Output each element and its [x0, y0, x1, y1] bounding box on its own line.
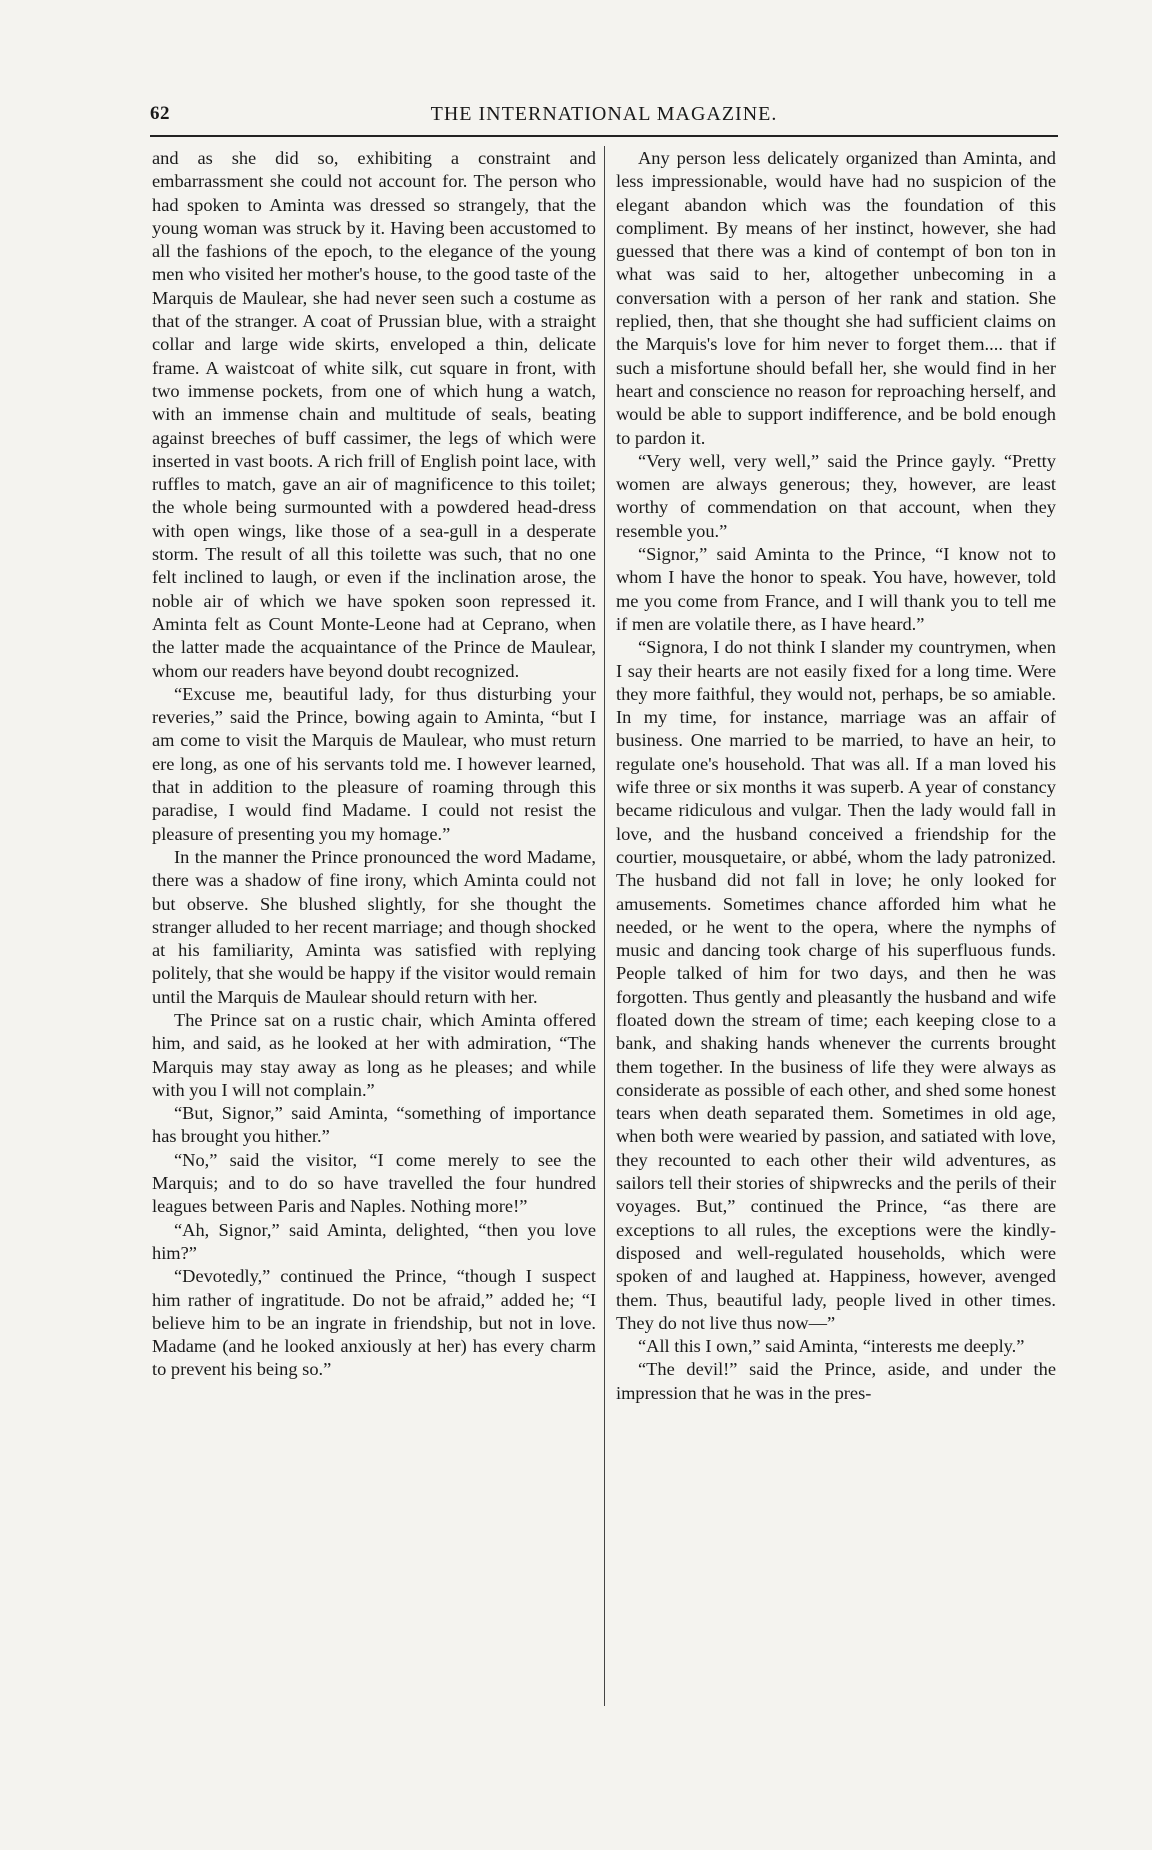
paragraph: “Signora, I do not think I slander my countrymen, when I say their hearts are not easily fixed for a long time. Were they more faithful, they would not, perhaps, be so amiable. In my time, for instance, marriage was an affair of business. One married to be married, to have an heir, to regulate one's household. That was all. If a man loved his wife three or six months it was superb. A year of constancy became ridiculous and vulgar. Then the lady would fall in love, and the husband conceived a friendship for the courtier, mousquetaire, or abbé, whom the lady patronized. The husband did not fall in love; he only looked for amusements. Sometimes chance afforded him what he needed, or he went to the opera, where the nymphs of music and dancing took charge of his superfluous funds. People talked of him for two days, and then he was forgotten. Thus gently and pleasantly the husband and wife floated down the stream of time; each keeping close to a bank, and shaking hands whenever the currents brought them together. In the business of life they were always as considerate as possible of each other, and shed some honest tears when death separated them. Sometimes in old age, when both were wearied by passion, and satiated with love, they recounted to each other their wild adventures, as sailors tell their stories of shipwrecks and the perils of their voyages. But,” continued the Prince, “as there are exceptions to all rules, the exceptions were the kindly-disposed and well-regulated households, which were spoken of and laughed at. Happiness, however, avenged them. Thus, beautiful lady, people lived in other times. They do not live thus now—” — [616, 637, 1056, 1333]
paragraph: “Very well, very well,” said the Prince gayly. “Pretty women are always generous; they, however, are least worthy of commendation on that account, when they resemble you.” — [616, 450, 1056, 541]
page-header — [150, 103, 1058, 137]
paragraph: Any person less delicately organized than Aminta, and less impressionable, would have had no suspicion of the elegant abandon which was the foundation of this compliment. By means of her instinct, however, she had guessed that there was a kind of contempt of bon ton in what was said to her, altogether unbecoming in a conversation with a person of her rank and station. She replied, then, that she thought she had sufficient claims on the Marquis's love for him never to forget them.... that if such a misfortune should befall her, she would find in her heart and conscience no reason for reproaching herself, and would be able to support indifference, and be bold enough to pardon it. — [616, 148, 1056, 448]
paragraph: “Signor,” said Aminta to the Prince, “I know not to whom I have the honor to speak. You have, however, told me you come from France, and I will thank you to tell me if men are volatile there, as I have heard.” — [616, 544, 1056, 634]
column-divider — [604, 146, 605, 1706]
page-number: 62 — [150, 103, 170, 124]
paragraph: “Excuse me, beautiful lady, for thus disturbing your reveries,” said the Prince, bowing again to Aminta, “but I am come to visit the Marquis de Maulear, who must return ere long, as one of his servants told me. I however learned, that in addition to the pleasure of roaming through this paradise, I would find Madame. I could not resist the pleasure of presenting you my homage.” — [152, 683, 596, 844]
paragraph: “All this I own,” said Aminta, “interests me deeply.” — [638, 1336, 1025, 1357]
paragraph: “No,” said the visitor, “I come merely to see the Marquis; and to do so have travelled the four hundred leagues between Paris and Naples. Nothing more!” — [152, 1149, 596, 1217]
running-title: THE INTERNATIONAL MAGAZINE. — [430, 103, 778, 125]
paragraph: and as she did so, exhibiting a constraint and embarrassment she could not account for. The person who had spoken to Aminta was dressed so strangely, that the young woman was struck by it. Having been accustomed to all the fashions of the epoch, to the elegance of the young men who visited her mother's house, to the good taste of the Marquis de Maulear, she had never seen such a costume as that of the stranger. A coat of Prussian blue, with a straight collar and large wide skirts, enveloped a thin, delicate frame. A waistcoat of white silk, cut square in front, with two immense pockets, from one of which hung a watch, with an immense chain and multitude of seals, beating against breeches of buff cassimer, the legs of which were inserted in vast boots. A rich frill of English point lace, with ruffles to match, gave an air of magnificence to this toilet; the whole being surmounted with a powdered head-dress with open wings, like those of a sea-gull in a desperate storm. The result of all this toilette was such, that no one felt inclined to laugh, or even if the inclination arose, the noble air of which we have spoken soon repressed it. Aminta felt as Count Monte-Leone had at Ceprano, when the latter made the acquaintance of the Prince de Maulear, whom our readers have beyond doubt recognized. — [152, 148, 596, 681]
paragraph: “The devil!” said the Prince, aside, and under the impression that he was in the pres- — [616, 1359, 1056, 1403]
paragraph: “Devotedly,” continued the Prince, “though I suspect him rather of ingratitude. Do not be afraid,” added he; “I believe him to be an ingrate in friendship, but not in love. Madame (and he looked anxiously at her) has every charm to prevent his being so.” — [152, 1266, 596, 1380]
paragraph: The Prince sat on a rustic chair, which Aminta offered him, and said, as he looked at her with admiration, “The Marquis may stay away as long as he pleases; and while with you I will not complain.” — [152, 1009, 596, 1100]
paragraph: In the manner the Prince pronounced the word Madame, there was a shadow of fine irony, which Aminta could not but observe. She blushed slightly, for she thought the stranger alluded to her recent marriage; and though shocked at his familiarity, Aminta was satisfied with replying politely, that she would be happy if the visitor would remain until the Marquis de Maulear should return with her. — [152, 846, 596, 1007]
left-column — [152, 147, 596, 1382]
right-column — [616, 147, 1056, 1405]
paragraph: “But, Signor,” said Aminta, “something of importance has brought you hither.” — [152, 1103, 596, 1147]
paragraph: “Ah, Signor,” said Aminta, delighted, “then you love him?” — [152, 1219, 596, 1263]
